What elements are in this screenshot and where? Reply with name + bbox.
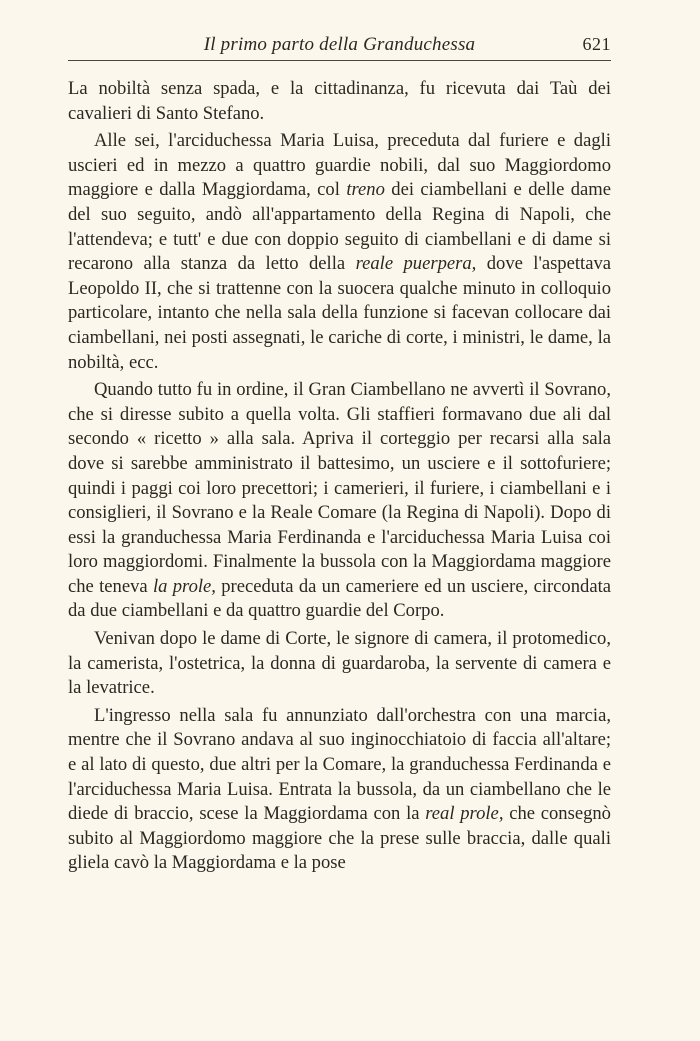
text-run: che consegnò subito al Maggiordomo maggiore che la prese sulle braccia, dalle quali gliela cavò la Maggiordama e la pose bbox=[68, 803, 611, 874]
paragraph bbox=[68, 129, 611, 375]
text-run: Venivan dopo le dame di Corte, le signore di camera, il protomedico, la camerista, l'ostetrica, la donna di guardaroba, la servente di camera e la levatrice. bbox=[68, 628, 611, 699]
page-number: 621 bbox=[582, 34, 611, 54]
text-run: La nobiltà senza spada, e la cittadinanza, fu ricevuta dai Taù dei cavalieri di Santo Stefano. bbox=[68, 78, 611, 124]
paragraph bbox=[68, 704, 611, 876]
text-run: dei ciambellani e delle dame del suo seguito, andò all'appartamento della Regina di Napoli, che l'attendeva; e tutt' e due con doppio seguito di ciambellani e di dame si recarono alla stanza da letto della bbox=[68, 179, 612, 275]
book-page bbox=[68, 30, 611, 876]
text-run: Alle sei, l'arciduchessa Maria Luisa, preceduta dal furiere e dagli uscieri ed in mezzo a quattro guardie nobili, dal suo Maggiordomo maggiore e dalla Maggiordama, col bbox=[68, 130, 611, 201]
paragraph bbox=[68, 627, 611, 701]
paragraph bbox=[68, 378, 611, 624]
text-run: dove l'aspettava Leopoldo II, che si trattenne con la suocera qualche minuto in colloquio particolare, intanto che nella sala della funzione si facevan collocare dai ciambellani, nei posti assegnati, le cariche di corte, i ministri, le dame, la nobiltà, ecc. bbox=[68, 253, 611, 373]
italic-text: la prole, bbox=[152, 575, 216, 597]
italic-text: real prole, bbox=[425, 803, 504, 825]
text-run: preceduta da un cameriere ed un usciere, circondata da due ciambellani e da quattro guardie del Corpo. bbox=[68, 575, 611, 622]
italic-text: reale puerpera, bbox=[355, 253, 477, 275]
text-run: Quando tutto fu in ordine, il Gran Ciambellano ne avvertì il Sovrano, che si diresse subito a quella volta. Gli staffieri formavano due ali dal secondo « ricetto » alla sala. Apriva il corteggio per recarsi alla sala dove si sarebbe amministrato il battesimo, un usciere e il sottofuriere; quindi i paggi coi loro precettori; i camerieri, il furiere, i ciambellani e i consiglieri, il Sovrano e la Reale Comare (la Regina di Napoli). Dopo di essi la granduchessa Maria Ferdinanda e l'arciduchessa Maria Luisa coi loro maggiordomi. Finalmente la bussola con la Maggiordama maggiore che teneva bbox=[68, 379, 611, 597]
page-header bbox=[68, 30, 611, 61]
running-title: Il primo parto della Granduchessa bbox=[203, 34, 476, 55]
paragraph bbox=[68, 77, 611, 126]
body-text bbox=[68, 77, 611, 876]
text-run: L'ingresso nella sala fu annunziato dall'orchestra con una marcia, mentre che il Sovrano andava al suo inginocchiatoio di faccia all'altare; e al lato di questo, due altri per la Comare, la granduchessa Ferdinanda e l'arciduchessa Maria Luisa. Entrata la bussola, da un ciambellano che le diede di braccio, scese la Maggiordama con la bbox=[68, 704, 611, 825]
italic-text: treno bbox=[346, 179, 385, 201]
